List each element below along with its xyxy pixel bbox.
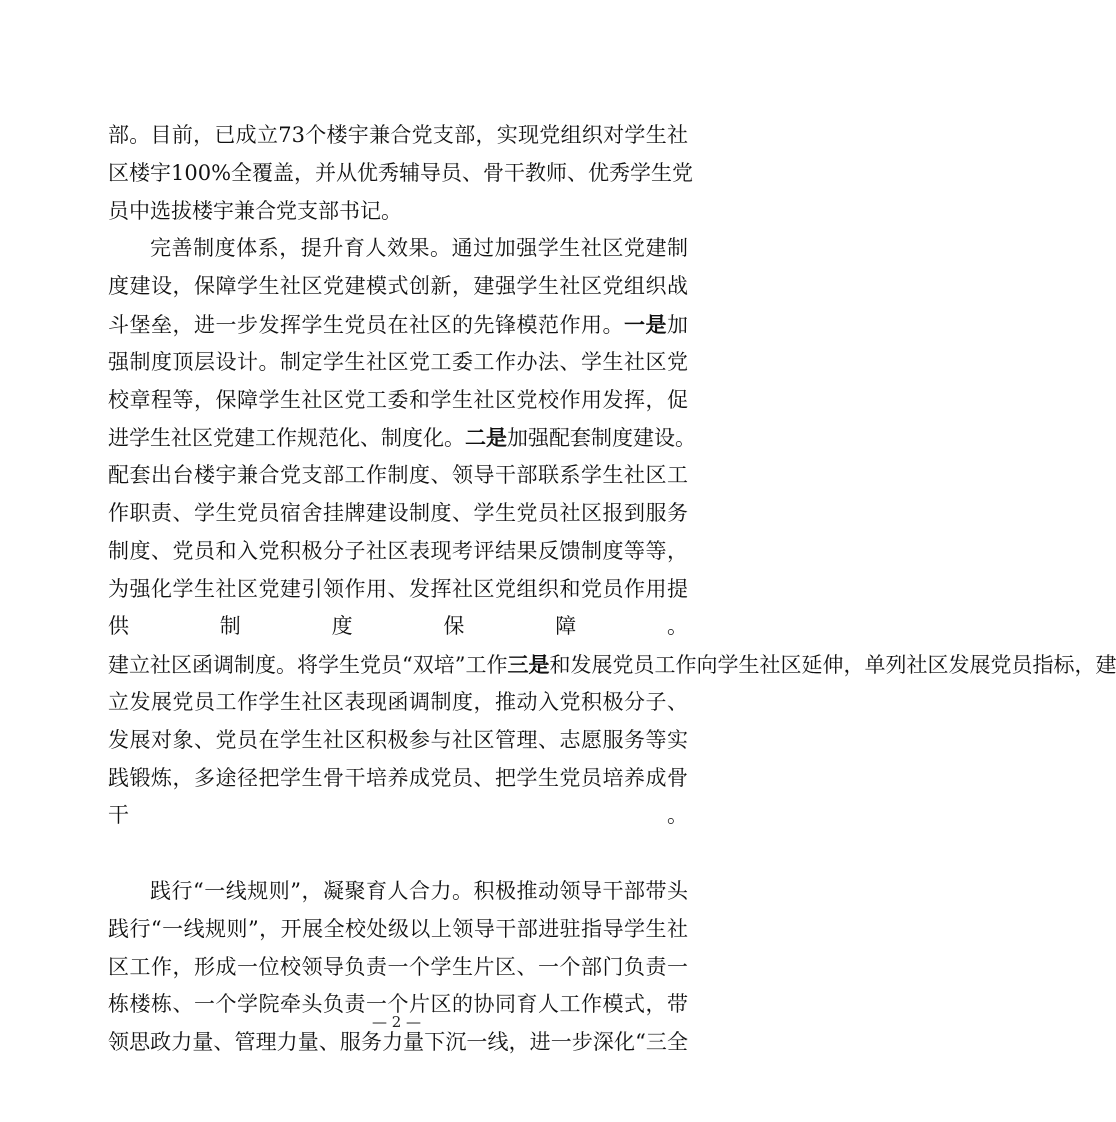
- text-line: 强制度顶层设计。制定学生社区党工委工作办法、学生社区党: [108, 349, 688, 374]
- paragraph-first-line: 践行“一线规则”，凝聚育人合力。积极推动领导干部带头: [150, 878, 688, 903]
- text-segment: 建立社区函调制度。将学生党员“双培”工作: [108, 653, 508, 678]
- text-segment: 加强配套制度建设。: [507, 426, 696, 451]
- text-line: 发展对象、党员在学生社区积极参与社区管理、志愿服务等实: [108, 727, 688, 752]
- enumeration-marker: 三是: [507, 652, 550, 678]
- text-segment: 斗堡垒，进一步发挥学生党员在社区的先锋模范作用。: [108, 312, 624, 337]
- page-number: — 2 —: [371, 1013, 422, 1031]
- text-line: 度建设，保障学生社区党建模式创新，建强学生社区党组织战: [108, 274, 688, 299]
- body-text: [108, 117, 1116, 1062]
- text-line: 区工作，形成一位校领导负责一个学生片区、一个部门负责一: [108, 954, 688, 979]
- text-line: 配套出台楼宇兼合党支部工作制度、领导干部联系学生社区工: [108, 463, 688, 488]
- paragraph-first-line: 完善制度体系，提升育人效果。通过加强学生社区党建制: [150, 236, 688, 261]
- text-line: 干。: [108, 803, 688, 828]
- text-line: 区楼宇100%全覆盖，并从优秀辅导员、骨干教师、优秀学生党: [108, 160, 694, 185]
- text-line: [108, 835, 688, 873]
- text-line: 践行“一线规则”，开展全校处级以上领导干部进驻指导学生社: [108, 916, 688, 941]
- text-line: 领思政力量、管理力量、服务力量下沉一线，进一步深化“三全: [108, 1030, 688, 1055]
- text-line: 校章程等，保障学生社区党工委和学生社区党校作用发挥，促: [108, 387, 688, 412]
- text-line: [108, 306, 688, 344]
- enumeration-marker: 一是: [624, 311, 667, 337]
- text-line: 立发展党员工作学生社区表现函调制度，推动入党积极分子、: [108, 689, 688, 714]
- text-segment: 和发展党员工作向学生社区延伸，单列社区发展党员指标，建: [549, 653, 1116, 678]
- text-line: 部。目前，已成立73个楼宇兼合党支部，实现党组织对学生社: [108, 123, 688, 147]
- text-line: 制度、党员和入党积极分子社区表现考评结果反馈制度等等，: [108, 538, 688, 563]
- text-segment: 加: [667, 312, 688, 337]
- text-line: 作职责、学生党员宿舍挂牌建设制度、学生党员社区报到服务: [108, 500, 688, 525]
- text-line: [108, 419, 696, 457]
- enumeration-marker: 二是: [465, 425, 507, 451]
- text-segment: 进学生社区党建工作规范化、制度化。: [108, 426, 465, 451]
- text-line: 供制度保障。: [108, 614, 688, 639]
- text-line: 为强化学生社区党建引领作用、发挥社区党组织和党员作用提: [108, 576, 688, 601]
- text-line: 践锻炼，多途径把学生骨干培养成党员、把学生党员培养成骨: [108, 765, 688, 790]
- text-line: 栋楼栋、一个学院牵头负责一个片区的协同育人工作模式，带: [108, 992, 688, 1017]
- text-line: 员中选拔楼宇兼合党支部书记。: [108, 198, 402, 223]
- text-line: [108, 646, 1116, 684]
